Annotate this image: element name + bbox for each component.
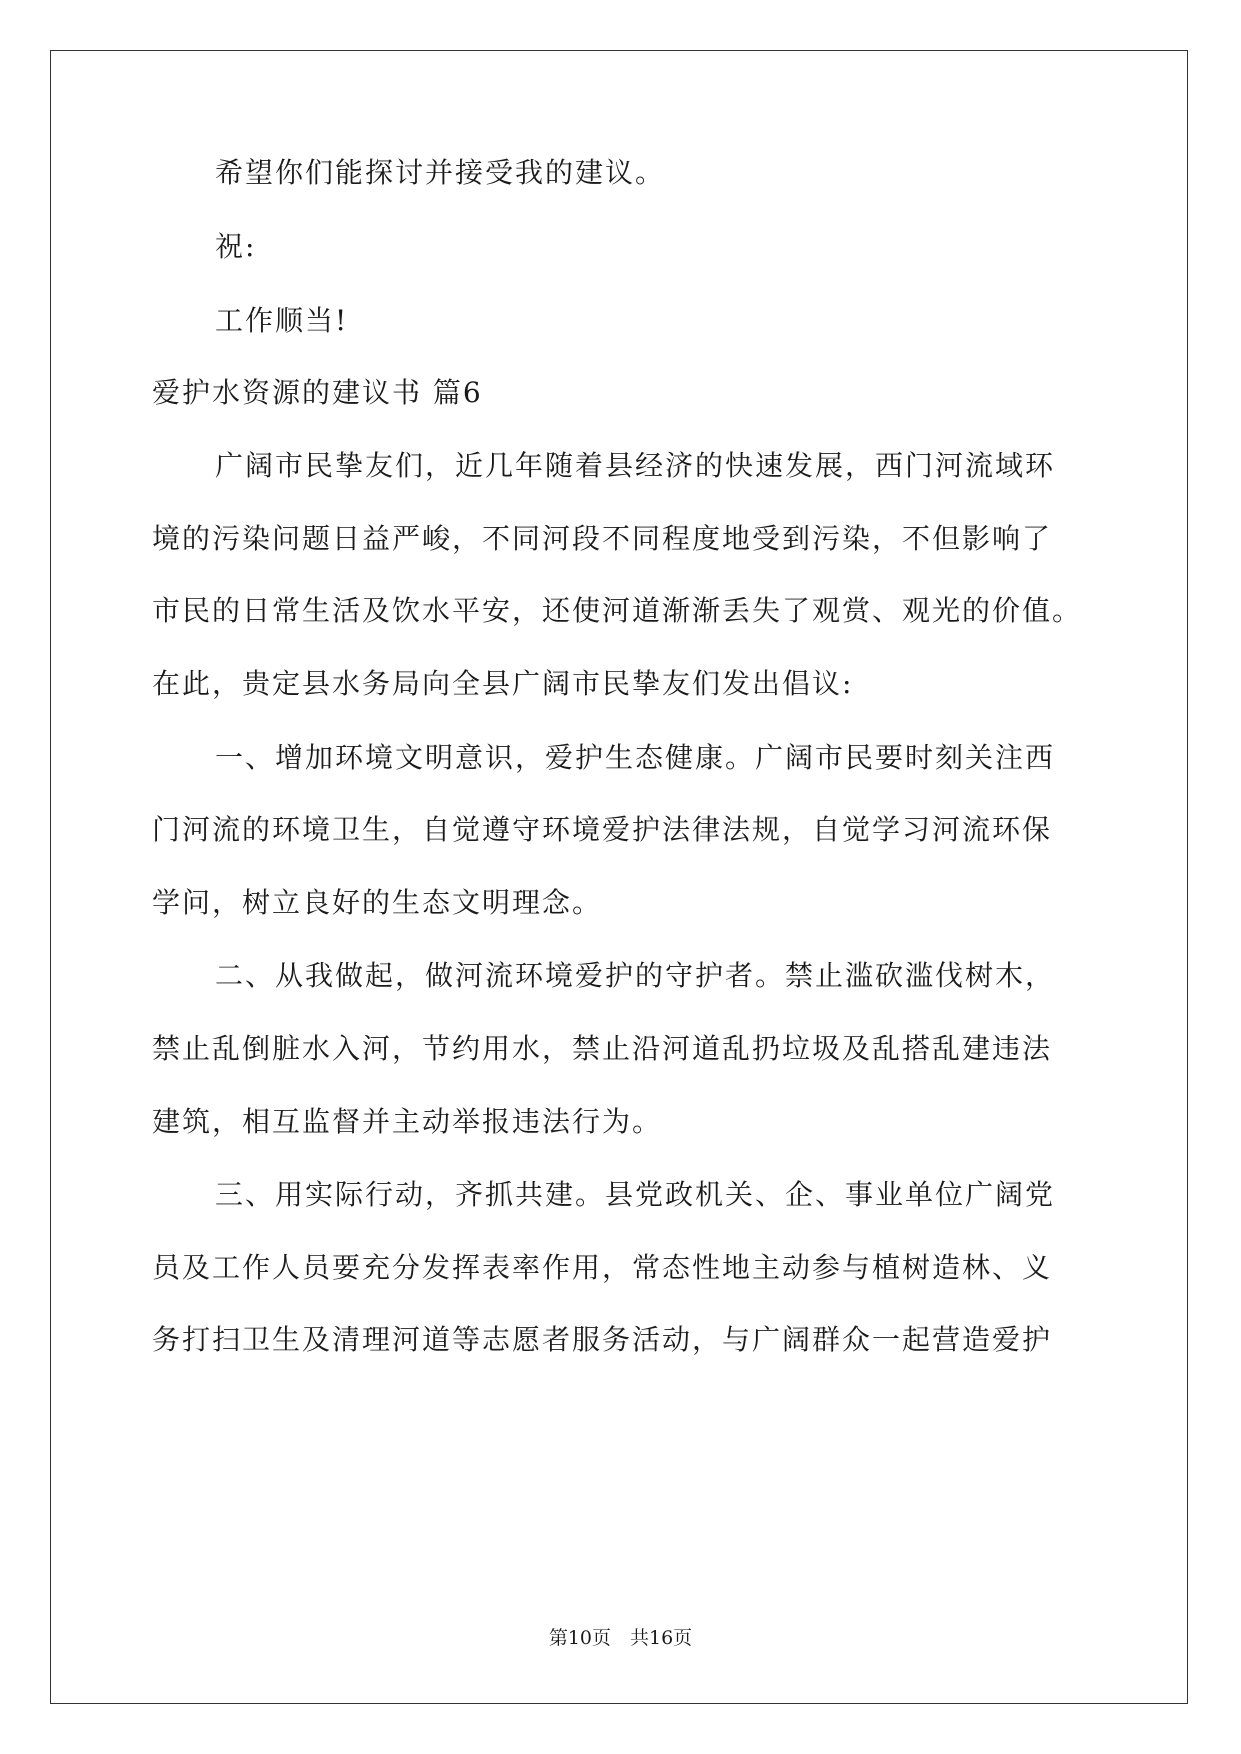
- paragraph-line: 祝:: [215, 230, 257, 263]
- page-border: [50, 50, 1188, 1704]
- paragraph-line: 在此，贵定县水务局向全县广阔市民挚友们发出倡议:: [152, 667, 854, 700]
- paragraph-line: 禁止乱倒脏水入河，节约用水，禁止沿河道乱扔垃圾及乱搭乱建违法: [152, 1032, 1053, 1065]
- page-number: 第10页 共16页: [548, 1627, 693, 1649]
- paragraph-line: 三、用实际行动，齐抓共建。县党政机关、企、事业单位广阔党: [215, 1178, 1056, 1211]
- paragraph-line: 广阔市民挚友们，近几年随着县经济的快速发展，西门河流域环: [215, 449, 1056, 482]
- paragraph-line: 希望你们能探讨并接受我的建议。: [215, 156, 666, 189]
- paragraph-line: 务打扫卫生及清理河道等志愿者服务活动，与广阔群众一起营造爱护: [152, 1323, 1053, 1356]
- paragraph-line: 市民的日常生活及饮水平安，还使河道渐渐丢失了观赏、观光的价值。: [152, 594, 1083, 627]
- paragraph-line: 学问，树立良好的生态文明理念。: [152, 886, 603, 919]
- section-heading: 爱护水资源的建议书 篇6: [152, 376, 483, 409]
- paragraph-line: 员及工作人员要充分发挥表率作用，常态性地主动参与植树造林、义: [152, 1251, 1053, 1284]
- paragraph-line: 一、增加环境文明意识，爱护生态健康。广阔市民要时刻关注西: [215, 741, 1056, 774]
- paragraph-line: 二、从我做起，做河流环境爱护的守护者。禁止滥砍滥伐树木，: [215, 959, 1056, 992]
- paragraph-line: 境的污染问题日益严峻，不同河段不同程度地受到污染，不但影响了: [152, 522, 1053, 555]
- paragraph-line: 门河流的环境卫生，自觉遵守环境爱护法律法规，自觉学习河流环保: [152, 813, 1053, 846]
- paragraph-line: 工作顺当!: [215, 304, 349, 337]
- paragraph-line: 建筑，相互监督并主动举报违法行为。: [152, 1105, 663, 1138]
